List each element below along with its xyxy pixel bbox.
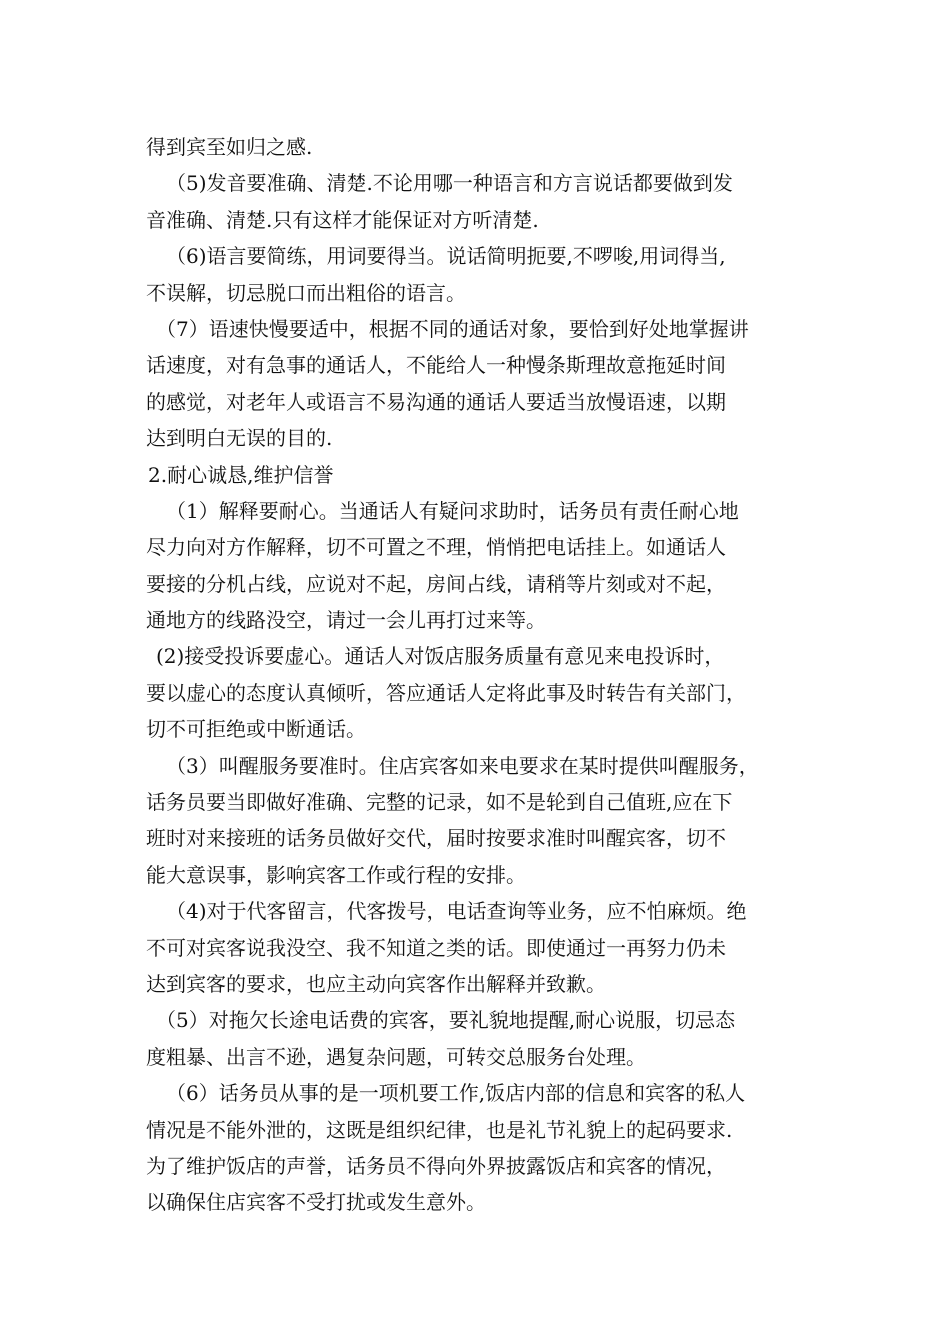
- text-line: 切不可拒绝或中断通话。: [146, 717, 366, 742]
- text-line: （5)发音要准确、清楚.不论用哪一种语言和方言说话都要做到发: [166, 171, 733, 196]
- text-line: 2.耐心诚恳,维护信誉: [148, 462, 334, 487]
- text-line: 情况是不能外泄的，这既是组织纪律，也是礼节礼貌上的起码要求.: [146, 1117, 733, 1142]
- text-line: 能大意误事，影响宾客工作或行程的安排。: [146, 862, 526, 887]
- text-line: 不误解，切忌脱口而出粗俗的语言。: [146, 280, 466, 305]
- text-line: 班时对来接班的话务员做好交代，届时按要求准时叫醒宾客，切不: [146, 826, 726, 851]
- text-line: （1）解释要耐心。当通话人有疑问求助时，话务员有责任耐心地: [166, 498, 739, 523]
- text-line: 以确保住店宾客不受打扰或发生意外。: [146, 1190, 486, 1215]
- text-line: （3）叫醒服务要准时。住店宾客如来电要求在某时提供叫醒服务，: [166, 753, 759, 778]
- text-line: 度粗暴、出言不逊，遇复杂问题，可转交总服务台处理。: [146, 1044, 646, 1069]
- text-line: 为了维护饭店的声誉，话务员不得向外界披露饭店和宾客的情况，: [146, 1153, 726, 1178]
- text-line: （6）话务员从事的是一项机要工作,饭店内部的信息和宾客的私人: [166, 1081, 746, 1106]
- text-line: （5）对拖欠长途电话费的宾客，要礼貌地提醒,耐心说服，切忌态: [156, 1008, 736, 1033]
- text-line: 得到宾至如归之感.: [146, 135, 313, 159]
- text-line: 话速度，对有急事的通话人，不能给人一种慢条斯理故意拖延时间: [146, 353, 726, 378]
- text-line: （7）语速快慢要适中，根据不同的通话对象，要恰到好处地掌握讲: [156, 316, 749, 341]
- text-line: 尽力向对方作解释，切不可置之不理，悄悄把电话挂上。如通话人: [146, 535, 726, 560]
- text-line: 达到宾客的要求，也应主动向宾客作出解释并致歉。: [146, 971, 606, 996]
- text-line: 的感觉，对老年人或语言不易沟通的通话人要适当放慢语速，以期: [146, 389, 726, 414]
- text-line: 通地方的线路没空，请过一会儿再打过来等。: [146, 608, 546, 633]
- text-line: 要以虚心的态度认真倾听，答应通话人定将此事及时转告有关部门，: [146, 680, 746, 705]
- text-line: 要接的分机占线，应说对不起，房间占线，请稍等片刻或对不起，: [146, 571, 726, 596]
- text-line: 音准确、清楚.只有这样才能保证对方听清楚.: [146, 207, 539, 232]
- text-line: 不可对宾客说我没空、我不知道之类的话。即使通过一再努力仍未: [146, 935, 726, 960]
- document-body: [146, 129, 826, 1221]
- text-line: （4)对于代客留言，代客拨号，电话查询等业务，应不怕麻烦。绝: [166, 899, 747, 924]
- text-line: (2)接受投诉要虚心。通话人对饭店服务质量有意见来电投诉时，: [156, 644, 725, 669]
- text-line: 达到明白无误的目的.: [146, 426, 333, 451]
- text-line: 话务员要当即做好准确、完整的记录，如不是轮到自己值班,应在下: [146, 790, 733, 815]
- text-line: （6)语言要简练，用词要得当。说话简明扼要,不啰唆,用词得当,: [166, 244, 726, 269]
